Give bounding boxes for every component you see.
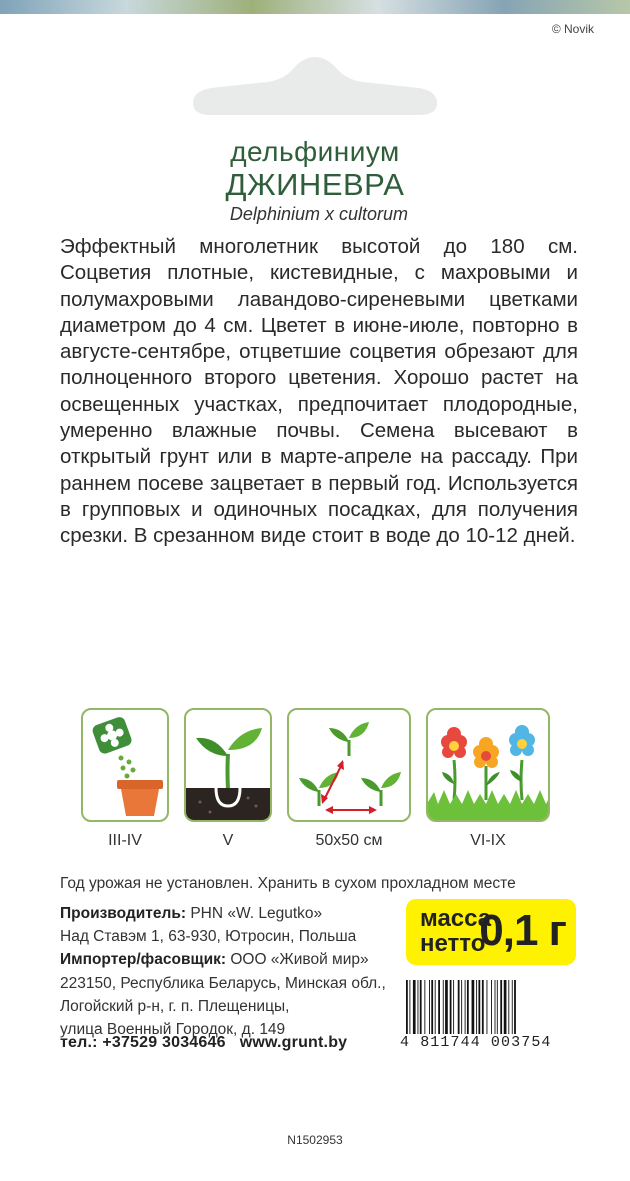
icon-label-sowing: III-IV	[108, 832, 142, 849]
producer-info	[60, 902, 386, 1041]
producer-label: Производитель:	[60, 905, 187, 922]
website-link[interactable]: www.grunt.by	[239, 1034, 348, 1051]
seedling-soil-icon	[184, 708, 272, 822]
icon-row	[0, 708, 630, 858]
storage-note: Год урожая не установлен. Хранить в сухом прохладном месте	[60, 875, 516, 892]
net-mass-badge	[406, 899, 576, 965]
phone-number: тел.: +37529 3034646	[60, 1034, 226, 1051]
icon-label-seedling: V	[222, 832, 234, 849]
copyright-notice: © Novik	[551, 22, 594, 36]
importer-address-line-3: улица Военный Городок, д. 149	[60, 1021, 286, 1039]
importer-address-line-1: 223150, Республика Беларусь, Минская обл.,	[60, 974, 386, 992]
variety-name: ДЖИНЕВРА	[225, 167, 405, 202]
barcode-digits: 4 811744 003754	[400, 1034, 552, 1051]
description-text: Эффектный многолетник высотой до 180 см. Соцветия плотные, кистевидные, с махровыми и полумахровыми лавандово-сиреневыми цветками диаметром до 4 см. Цветет в июне-июле, повторно в августе-сентябре, отцветшие соцветия обрезают для полноценного второго цветения. Хорошо растет на освещенных участках, предпочитает плодородные, умеренно влажные почвы. Семена высевают в открытый грунт или в марте-апреле на рассаду. При раннем посеве зацветает в первый год. Используется в групповых и одиночных посадках, для получения срезки. В срезанном виде стоит в воде до 10-12 дней.	[60, 235, 578, 548]
flowering-icon	[426, 708, 550, 822]
latin-name: Delphinium x cultorum	[229, 204, 408, 224]
icon-label-distance: 50x50 см	[315, 832, 383, 849]
planting-distance-icon	[287, 708, 411, 822]
product-code: N1502953	[287, 1133, 343, 1147]
producer-address: Над Ставэм 1, 63-930, Ютросин, Польша	[60, 928, 357, 946]
hang-hole-shape	[193, 55, 437, 117]
importer-address-line-2: Логойский р-н, г. п. Плещеницы,	[60, 997, 290, 1015]
net-mass-label-line-2: нетто	[420, 930, 486, 957]
net-mass-value: 0,1 г	[479, 906, 566, 955]
barcode-image	[404, 980, 576, 1038]
net-mass-label-line-1: масса	[420, 905, 492, 932]
icon-label-flowering: VI-IX	[470, 832, 506, 849]
top-photo-strip	[0, 0, 630, 14]
importer-name: ООО «Живой мир»	[230, 951, 369, 969]
sowing-pot-icon	[81, 708, 169, 822]
species-name: дельфиниум	[230, 136, 400, 167]
title-block	[0, 136, 630, 202]
producer-name: PHN «W. Legutko»	[190, 905, 323, 922]
contacts	[60, 1034, 347, 1052]
importer-label: Импортер/фасовщик:	[60, 951, 227, 969]
